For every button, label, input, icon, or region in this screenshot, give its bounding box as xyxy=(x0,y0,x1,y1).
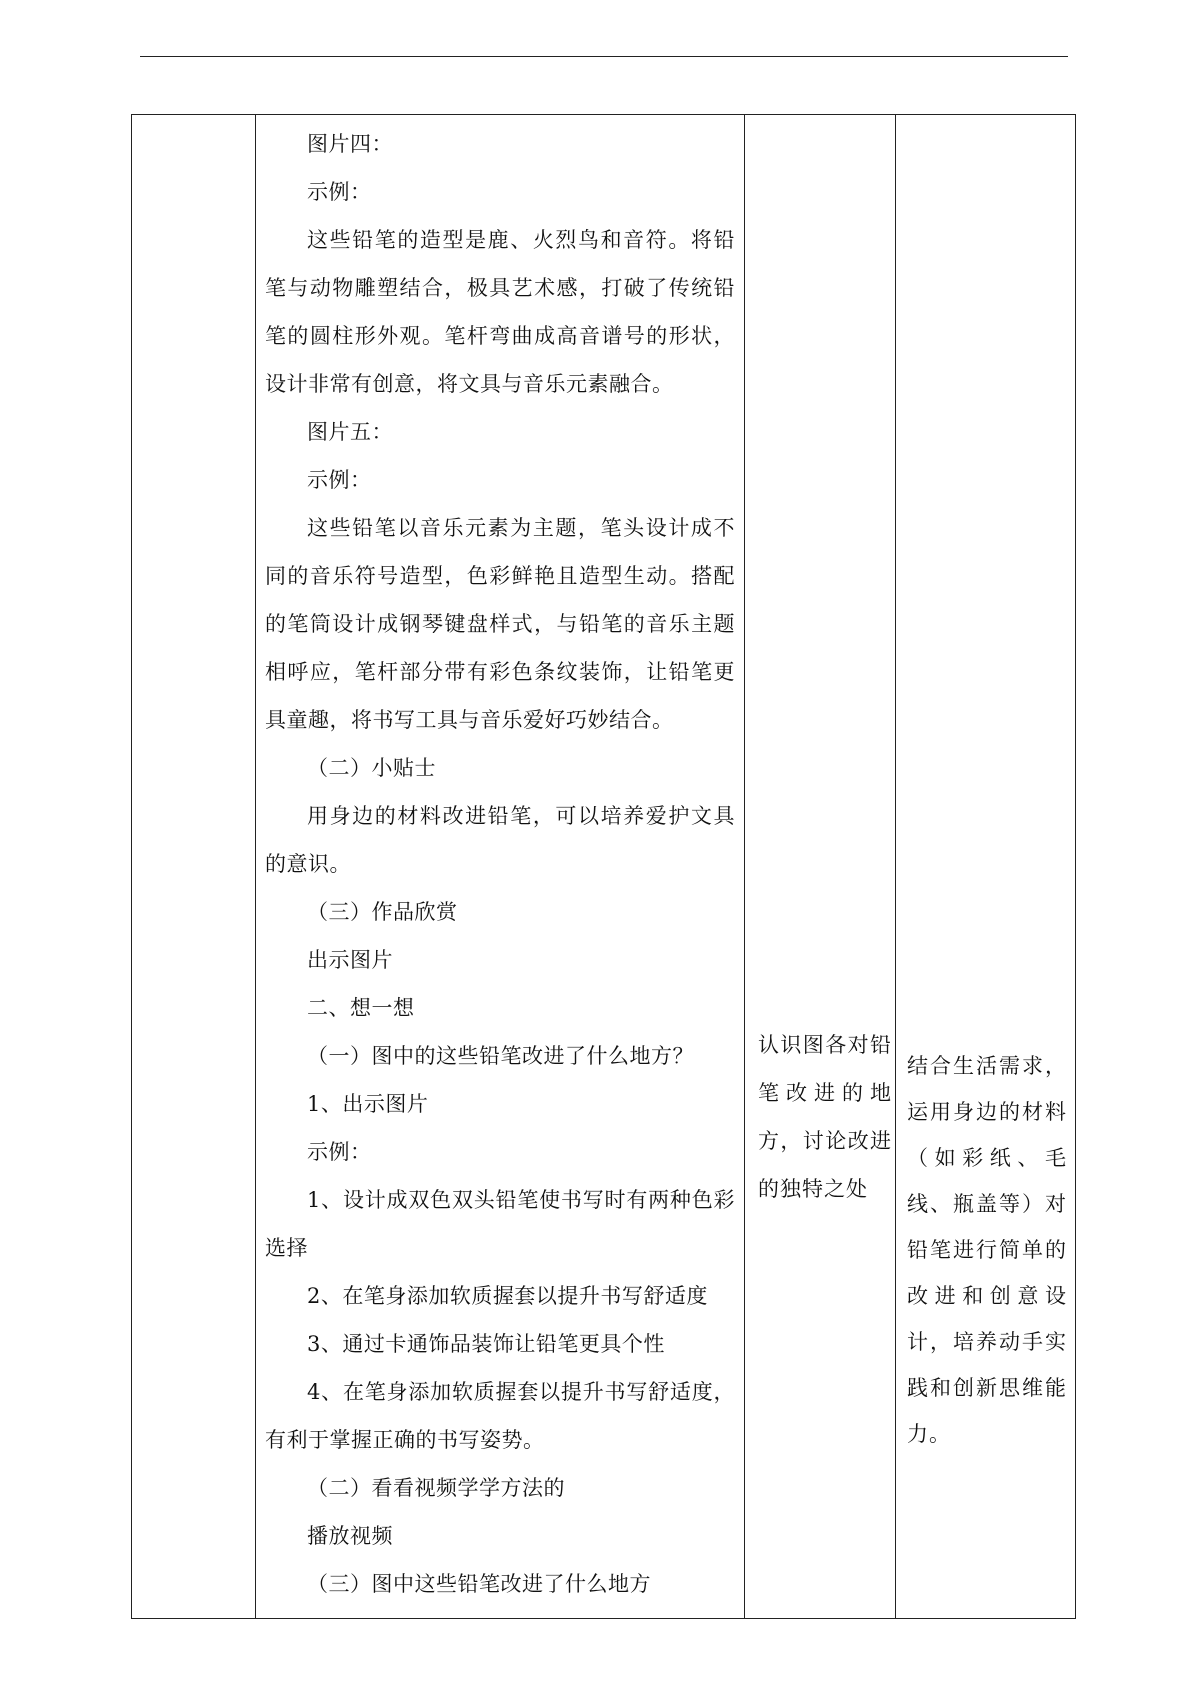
paragraph: 示例： xyxy=(307,1140,372,1164)
paragraph: 用身边的材料改进铅笔，可以培养爱护文具的意识。 xyxy=(265,804,735,876)
paragraph: （二）看看视频学学方法的 xyxy=(307,1476,565,1500)
column-divider-1 xyxy=(255,115,256,1618)
paragraph: 2、在笔身添加软质握套以提升书写舒适度 xyxy=(307,1284,708,1308)
paragraph: 播放视频 xyxy=(307,1524,393,1548)
paragraph: （二）小贴士 xyxy=(307,756,436,780)
design-intent-text: 结合生活需求，运用身边的材料（如彩纸、毛线、瓶盖等）对铅笔进行简单的改进和创意设计，培养动手实践和创新思维能力。 xyxy=(907,1054,1067,1446)
paragraph: 1、设计成双色双头铅笔使书写时有两种色彩选择 xyxy=(265,1188,735,1260)
paragraph: （三）作品欣赏 xyxy=(307,900,458,924)
teaching-process-cell xyxy=(265,115,735,1608)
paragraph: 这些铅笔的造型是鹿、火烈鸟和音符。将铅笔与动物雕塑结合，极具艺术感，打破了传统铅笔的圆柱形外观。笔杆弯曲成高音谱号的形状，设计非常有创意，将文具与音乐元素融合。 xyxy=(265,228,735,396)
paragraph: 出示图片 xyxy=(307,948,393,972)
paragraph: 4、在笔身添加软质握套以提升书写舒适度，有利于掌握正确的书写姿势。 xyxy=(265,1380,735,1452)
paragraph: 二、想一想 xyxy=(307,996,415,1020)
column-divider-2 xyxy=(744,115,745,1618)
paragraph: 示例： xyxy=(307,468,372,492)
paragraph: 这些铅笔以音乐元素为主题，笔头设计成不同的音乐符号造型，色彩鲜艳且造型生动。搭配的笔筒设计成钢琴键盘样式，与铅笔的音乐主题相呼应，笔杆部分带有彩色条纹装饰，让铅笔更具童趣，将书写工具与音乐爱好巧妙结合。 xyxy=(265,516,735,732)
paragraph: 1、出示图片 xyxy=(307,1092,429,1116)
paragraph: 3、通过卡通饰品装饰让铅笔更具个性 xyxy=(307,1332,665,1356)
paragraph: 图片四： xyxy=(307,132,393,156)
paragraph: （三）图中这些铅笔改进了什么地方 xyxy=(307,1572,651,1596)
column-divider-3 xyxy=(895,115,896,1618)
paragraph: （一）图中的这些铅笔改进了什么地方？ xyxy=(307,1044,694,1068)
header-rule xyxy=(140,56,1068,57)
paragraph: 示例： xyxy=(307,180,372,204)
lesson-table xyxy=(131,114,1076,1619)
student-activity-text: 认识图各对铅笔改进的地方，讨论改进的独特之处 xyxy=(758,1033,892,1201)
paragraph: 图片五： xyxy=(307,420,393,444)
